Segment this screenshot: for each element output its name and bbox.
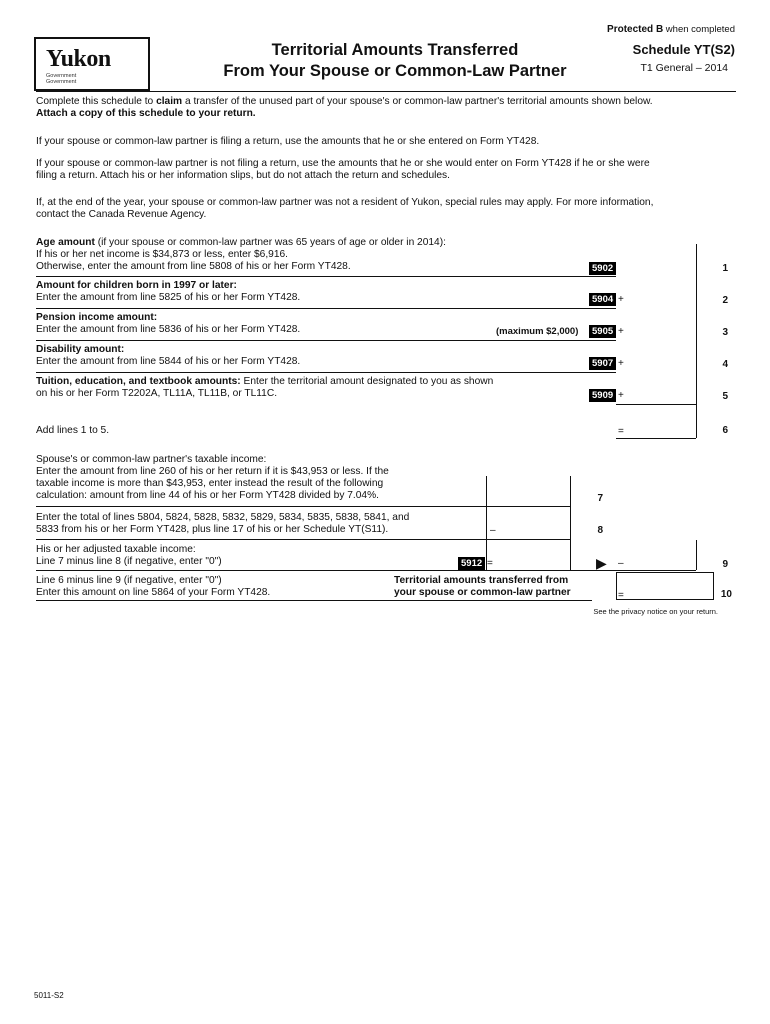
logo-sub-line1: Government <box>46 73 77 79</box>
line-8-text-1: Enter the total of lines 5804, 5824, 5828, 5832, 5829, 5834, 5835, 5838, 5841, and <box>36 512 410 523</box>
amount-column-border <box>696 244 697 438</box>
code-5905: 5905 <box>589 325 616 338</box>
line-9-amount-field[interactable] <box>500 544 568 570</box>
line-10-text-1: Line 6 minus line 9 (if negative, enter "0") <box>36 575 222 586</box>
line-10-equals: = <box>618 590 624 601</box>
line-9-text-2: Line 7 minus line 8 (if negative, enter "0") <box>36 556 222 567</box>
line-2-heading: Amount for children born in 1997 or later: <box>36 280 237 291</box>
line-2-amount-field[interactable] <box>630 280 696 306</box>
arrow-right-icon: ▶ <box>596 555 607 571</box>
line-1-text-3: Otherwise, enter the amount from line 5808 of his or her Form YT428. <box>36 261 351 272</box>
line-7-text-1: Spouse's or common-law partner's taxable income: <box>36 454 267 465</box>
line-number-5: 5 <box>722 391 728 402</box>
logo-sub-line2: Government <box>46 79 77 85</box>
intro-p1-attach: Attach a copy of this schedule to your return. <box>36 107 256 119</box>
logo-wordmark: Yukon <box>46 46 111 72</box>
line-6-bottom-rule <box>616 438 696 439</box>
line-6-text: Add lines 1 to 5. <box>36 425 110 436</box>
line-2-text: Enter the amount from line 5825 of his or her Form YT428. <box>36 292 301 303</box>
form-code: 5011-S2 <box>34 991 64 1000</box>
line-number-9: 9 <box>722 559 728 570</box>
line-7-amount-field[interactable] <box>488 478 568 506</box>
line-10-text-2: Enter this amount on line 5864 of your Form YT428. <box>36 587 271 598</box>
line-number-10: 10 <box>720 589 732 600</box>
intro-p4-line1: If, at the end of the year, your spouse or common-law partner was not a resident of Yukon, special rules may apply. For more information, <box>36 197 654 208</box>
line-7-text-4: calculation: amount from line 44 of his or her Form YT428 divided by 7.04%. <box>36 490 379 501</box>
line-3-amount-field[interactable] <box>630 312 696 338</box>
line-7-divider <box>36 506 570 507</box>
form-year: T1 General – 2014 <box>640 62 728 74</box>
code-5912: 5912 <box>458 557 485 570</box>
protected-label: Protected B <box>607 24 664 35</box>
code-5909: 5909 <box>589 389 616 402</box>
line-number-8: 8 <box>597 525 603 536</box>
line-number-3: 3 <box>722 327 728 338</box>
schedule-id: Schedule YT(S2) <box>632 42 735 57</box>
line-9-divider <box>36 570 696 571</box>
line-2-plus: + <box>618 294 624 305</box>
line-8-text-2: 5833 from his or her Form YT428, plus line 17 of his or her Schedule YT(S11). <box>36 524 389 535</box>
line-3-heading: Pension income amount: <box>36 312 158 323</box>
logo-subtext <box>46 73 76 85</box>
intro-p3-line1: If your spouse or common-law partner is not filing a return, use the amounts that he or she would enter on Form YT428 if he or she were <box>36 158 650 169</box>
code-5907: 5907 <box>589 357 616 370</box>
line-10-result-label-1: Territorial amounts transferred from <box>394 575 569 586</box>
line-1-heading: Age amount <box>36 237 95 248</box>
line-9-total-field[interactable] <box>630 544 696 570</box>
line-5-label <box>36 376 493 388</box>
title-line2: From Your Spouse or Common-Law Partner <box>223 62 567 80</box>
line-9-minus: – <box>618 558 624 569</box>
line-8-divider <box>36 539 570 540</box>
line-1-amount-field[interactable] <box>616 246 696 276</box>
intro-p1-claim: claim <box>156 96 183 107</box>
line-1-heading-rest: (if your spouse or common-law partner was 65 years of age or older in 2014): <box>94 237 446 248</box>
intro-paragraph-3 <box>36 158 736 181</box>
line-5-amount-field[interactable] <box>630 376 696 402</box>
line-number-4: 4 <box>722 359 728 370</box>
protected-note: when completed <box>663 24 735 35</box>
privacy-notice: See the privacy notice on your return. <box>593 607 718 616</box>
line-3-plus: + <box>618 326 624 337</box>
line-5-plus: + <box>618 390 624 401</box>
code-5902: 5902 <box>589 262 616 275</box>
intro-paragraph-2: If your spouse or common-law partner is filing a return, use the amounts that he or she entered on Form YT428. <box>36 136 540 147</box>
line-9-equals: = <box>487 558 493 569</box>
line-5-text: on his or her Form T2202A, TL11A, TL11B, or TL11C. <box>36 388 278 399</box>
intro-p4-line2: contact the Canada Revenue Agency. <box>36 208 207 220</box>
page-title <box>190 40 600 82</box>
line-4-plus: + <box>618 358 624 369</box>
header-divider <box>36 91 736 92</box>
line-5-heading: Tuition, education, and textbook amounts: <box>36 376 241 387</box>
line-10-divider <box>36 600 592 601</box>
line-4-divider <box>36 372 616 373</box>
line-number-2: 2 <box>722 295 728 306</box>
line-6-amount-field[interactable] <box>630 410 696 438</box>
line-6-equals: = <box>618 426 624 437</box>
line-8-amount-field[interactable] <box>500 510 568 538</box>
line-10-result-label-2: your spouse or common-law partner <box>394 587 571 598</box>
intro-p1-c: a transfer of the unused part of your spouse's or common-law partner's territorial amounts shown below. <box>182 96 653 107</box>
line-4-amount-field[interactable] <box>630 344 696 370</box>
line-3-divider <box>36 340 616 341</box>
protected-status <box>380 24 735 36</box>
line-9-text-1: His or her adjusted taxable income: <box>36 544 196 555</box>
intro-p1-a: Complete this schedule to <box>36 96 157 107</box>
line-7-text-2: Enter the amount from line 260 of his or her return if it is $43,953 or less. If the <box>36 466 389 477</box>
line-1-label <box>36 237 446 249</box>
line-3-text: Enter the amount from line 5836 of his or her Form YT428. <box>36 324 301 335</box>
intro-paragraph-4 <box>36 197 736 220</box>
title-line1: Territorial Amounts Transferred <box>271 41 519 59</box>
line-8-minus: – <box>490 525 496 536</box>
calc-box-right-border <box>570 476 571 570</box>
intro-paragraph-1 <box>36 96 736 119</box>
code-5904: 5904 <box>589 293 616 306</box>
line-number-1: 1 <box>722 263 728 274</box>
line-5-heading-rest: Enter the territorial amount designated to you as shown <box>240 376 494 387</box>
yukon-logo <box>34 37 150 91</box>
line-1-text-2: If his or her net income is $34,873 or less, enter $6,916. <box>36 249 289 260</box>
line-number-6: 6 <box>722 425 728 436</box>
line-2-divider <box>36 308 616 309</box>
line-4-heading: Disability amount: <box>36 344 125 355</box>
line-10-amount-field[interactable] <box>616 572 714 600</box>
line-9-right-border <box>696 540 697 570</box>
intro-p3-line2: filing a return. Attach his or her information slips, but do not attach the return and schedules. <box>36 169 450 181</box>
calc-box-left-border <box>486 476 487 570</box>
line-number-7: 7 <box>597 493 603 504</box>
line-4-text: Enter the amount from line 5844 of his or her Form YT428. <box>36 356 301 367</box>
line-7-text-3: taxable income is more than $43,953, enter instead the result of the following <box>36 478 384 489</box>
line-5-total-rule <box>616 404 696 405</box>
line-1-divider <box>36 276 616 277</box>
line-3-maximum: (maximum $2,000) <box>496 326 579 337</box>
